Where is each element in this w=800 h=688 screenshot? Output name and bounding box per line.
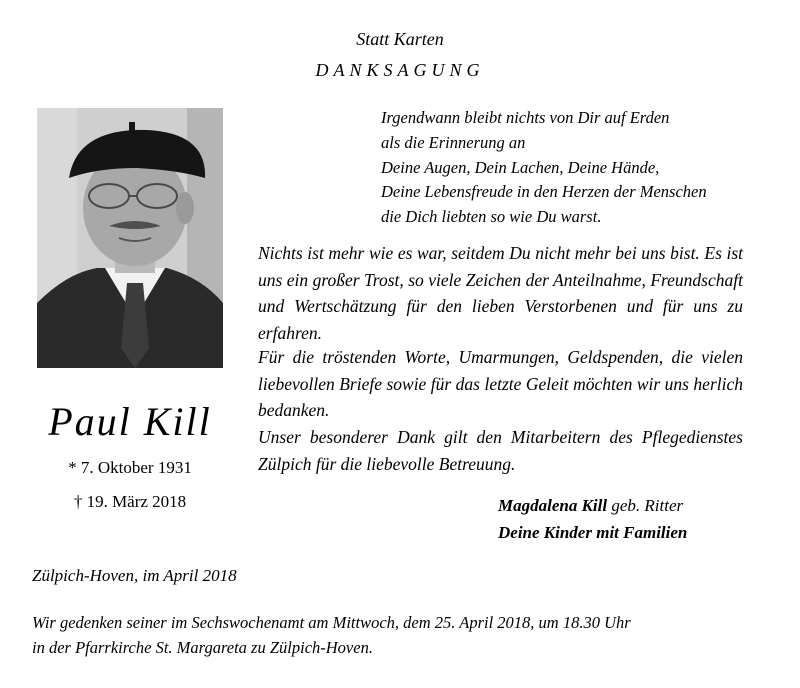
statt-karten-label: Statt Karten: [356, 29, 444, 49]
poem-line: die Dich liebten so wie Du warst.: [381, 207, 602, 227]
signature-line: [498, 496, 683, 516]
portrait-photo: [37, 108, 223, 368]
birth-date: * 7. Oktober 1931: [68, 458, 192, 477]
deceased-name: Paul Kill: [48, 399, 212, 444]
signature-name: Magdalena Kill: [498, 496, 608, 515]
memorial-notice: [32, 610, 777, 660]
signature-family: Deine Kinder mit Familien: [498, 523, 688, 542]
poem-line: Deine Augen, Dein Lachen, Deine Hände,: [381, 157, 660, 177]
poem: [381, 106, 707, 230]
thanks-paragraph: Nichts ist mehr wie es war, seitdem Du nicht mehr bei uns bist. Es ist uns ein großer Trost, so viele Zeichen der Anteilnahme, Freundschaft und Wertschätzung für den lieben Verstorbenen und für uns zu erfahren.: [258, 243, 743, 343]
thanks-paragraph: Unser besonderer Dank gilt den Mitarbeitern des Pflegedienstes Zülpich für die liebevolle Betreuung.: [258, 427, 743, 474]
death-date: † 19. März 2018: [73, 492, 187, 511]
poem-line: Irgendwann bleibt nichts von Dir auf Erden: [381, 108, 670, 127]
thanks-paragraph: Für die tröstenden Worte, Umarmungen, Geldspenden, die vielen liebevollen Briefe sowie für das letzte Geleit möchten wir uns herlich bedanken.: [258, 347, 743, 420]
signature-maiden-name: geb. Ritter: [611, 496, 684, 515]
place-and-date: Zülpich-Hoven, im April 2018: [32, 566, 237, 585]
poem-line: als die Erinnerung an: [381, 132, 526, 152]
poem-line: Deine Lebensfreude in den Herzen der Menschen: [381, 182, 707, 202]
memorial-line: in der Pfarrkirche St. Margareta zu Zülpich-Hoven.: [32, 638, 373, 657]
portrait-illustration: [37, 108, 223, 368]
danksagung-title: DANKSAGUNG: [315, 60, 485, 80]
memorial-line: Wir gedenken seiner im Sechswochenamt am Mittwoch, dem 25. April 2018, um 18.30 Uhr: [32, 613, 631, 632]
